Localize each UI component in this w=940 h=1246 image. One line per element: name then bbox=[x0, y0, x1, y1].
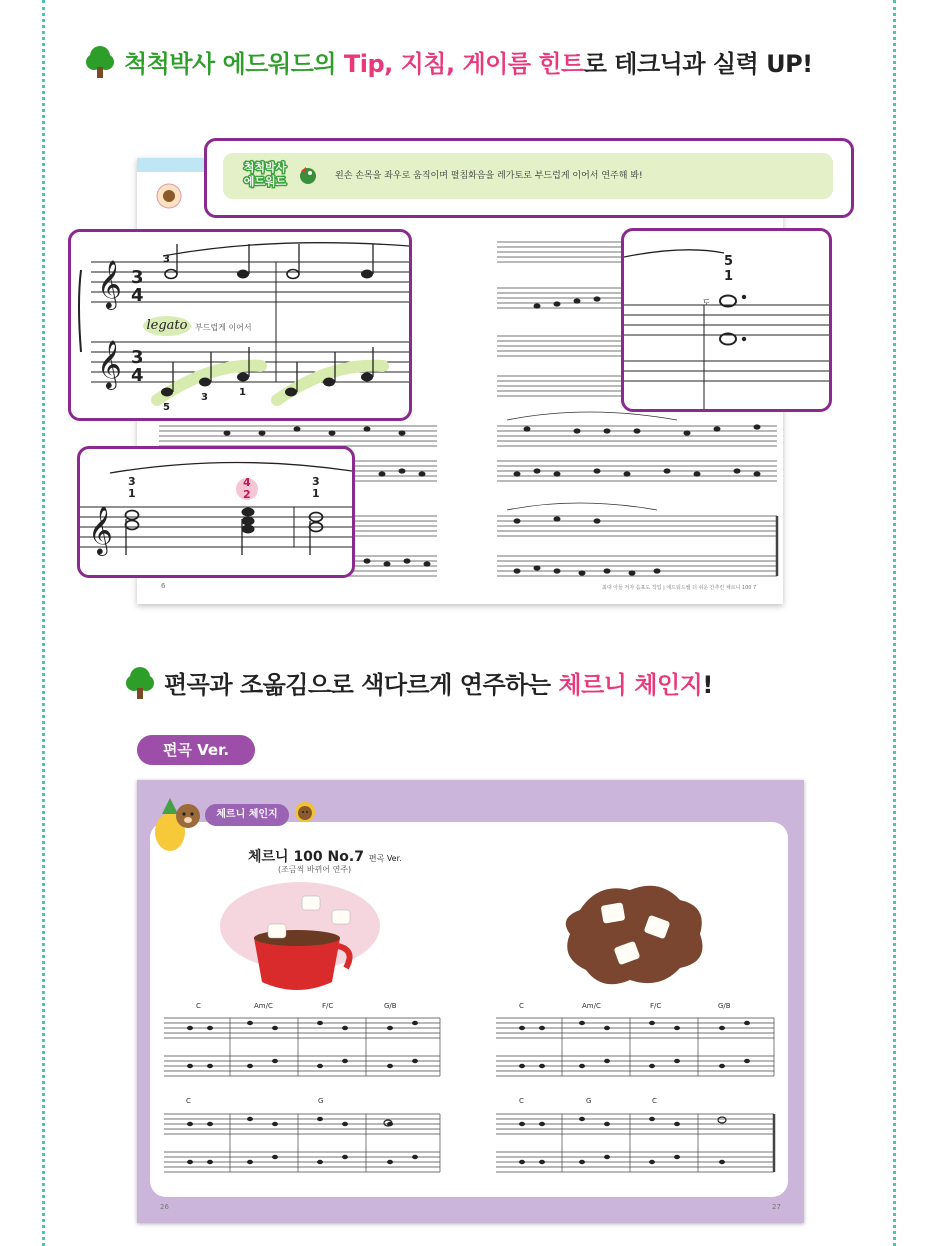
finger-number: 5 bbox=[163, 402, 170, 413]
svg-text:4: 4 bbox=[131, 285, 144, 306]
chord-label: Am/C bbox=[582, 1002, 601, 1010]
finger-number: 3 bbox=[312, 475, 320, 488]
chord-label: G/B bbox=[384, 1002, 397, 1010]
bear-face-icon bbox=[293, 800, 317, 828]
chord-label: C bbox=[186, 1097, 191, 1105]
finger-number: 1 bbox=[128, 487, 136, 500]
chord-label: G bbox=[586, 1097, 592, 1105]
section-heading-cherny-change bbox=[126, 665, 713, 706]
svg-text:𝄞: 𝄞 bbox=[88, 505, 113, 554]
page-footer-right: 최대 아들 저자 음표도 작업 | 에드워드쌤 더 쉬운 간추린 체르니 100 7 bbox=[602, 585, 757, 591]
svg-text:3: 3 bbox=[131, 267, 144, 288]
page-number-right: 27 bbox=[772, 1203, 781, 1211]
arrangement-version-badge: 편곡 Ver. bbox=[137, 735, 255, 765]
chord-label: C bbox=[196, 1002, 201, 1010]
chord-label: C bbox=[652, 1097, 657, 1105]
tree-icon bbox=[126, 666, 154, 706]
tip-callout-panel bbox=[204, 138, 854, 218]
tip-text: 왼손 손목을 좌우로 움직이며 펼침화음을 레가토로 부드럽게 이어서 연주해 봐! bbox=[335, 171, 643, 181]
chord-label: C bbox=[519, 1002, 524, 1010]
tip-box bbox=[223, 153, 833, 199]
page-number-left: 26 bbox=[160, 1203, 169, 1211]
zoom-chord-panel bbox=[621, 228, 832, 412]
cherny-change-tab: 체르니 체인지 bbox=[205, 804, 289, 826]
chord-label: C bbox=[519, 1097, 524, 1105]
heading-part-black: 편곡과 조옮김으로 색다르게 연주하는 bbox=[164, 671, 559, 699]
left-dotted-border bbox=[42, 0, 45, 1246]
svg-text:3: 3 bbox=[131, 347, 144, 368]
cherny-sheet bbox=[150, 822, 788, 1197]
finger-number: 3 bbox=[128, 475, 136, 488]
heading-part-green: 척척박사 에드워드의 bbox=[124, 50, 344, 78]
finger-number: 1 bbox=[724, 269, 734, 284]
chord-label: F/C bbox=[650, 1002, 662, 1010]
zoom-fingering-panel bbox=[77, 446, 355, 578]
heading-part-black: ! bbox=[702, 671, 713, 699]
legato-label: legato bbox=[143, 316, 191, 336]
zoom-legato-panel bbox=[68, 229, 412, 421]
tree-icon bbox=[86, 45, 114, 85]
song-title bbox=[248, 846, 402, 866]
chord-label: G bbox=[318, 1097, 324, 1105]
song-subtitle: (조금씩 바뀌어 연주) bbox=[278, 865, 352, 874]
legato-description: 부드럽게 이어서 bbox=[195, 323, 252, 332]
cherny-sheet-music bbox=[150, 822, 788, 1197]
bird-icon bbox=[297, 165, 319, 191]
heading-part-pink: 체르니 체인지 bbox=[558, 671, 703, 699]
chord-label: G/B bbox=[718, 1002, 731, 1010]
svg-text:4: 4 bbox=[131, 365, 144, 386]
zoom-chord-staff bbox=[624, 231, 829, 409]
pineapple-bear-icon bbox=[148, 794, 204, 858]
note-name: 도 bbox=[702, 299, 711, 309]
heading-part-black: 로 테크닉과 실력 UP! bbox=[583, 50, 813, 78]
finger-number: 3 bbox=[163, 254, 170, 265]
finger-number: 4 bbox=[243, 476, 251, 489]
right-dotted-border bbox=[893, 0, 896, 1246]
song-title-suffix: 편곡 Ver. bbox=[368, 854, 402, 863]
section-heading-tips bbox=[86, 44, 813, 85]
page-number-left: 6 bbox=[161, 582, 166, 590]
svg-text:𝄞: 𝄞 bbox=[97, 339, 122, 388]
tip-badge: 척척박사 에드워드 bbox=[243, 161, 287, 188]
finger-number: 1 bbox=[239, 387, 246, 398]
finger-number: 2 bbox=[243, 488, 251, 501]
finger-number: 1 bbox=[312, 487, 320, 500]
chord-label: F/C bbox=[322, 1002, 334, 1010]
heading-part-pink: Tip, 지침, 게이름 힌트 bbox=[343, 50, 584, 78]
chord-label: Am/C bbox=[254, 1002, 273, 1010]
zoom-fingering-staff bbox=[80, 449, 352, 575]
song-title-text: 체르니 100 No.7 bbox=[248, 849, 364, 865]
svg-text:𝄞: 𝄞 bbox=[97, 259, 122, 308]
finger-number: 5 bbox=[724, 254, 734, 269]
finger-number: 3 bbox=[201, 392, 208, 403]
